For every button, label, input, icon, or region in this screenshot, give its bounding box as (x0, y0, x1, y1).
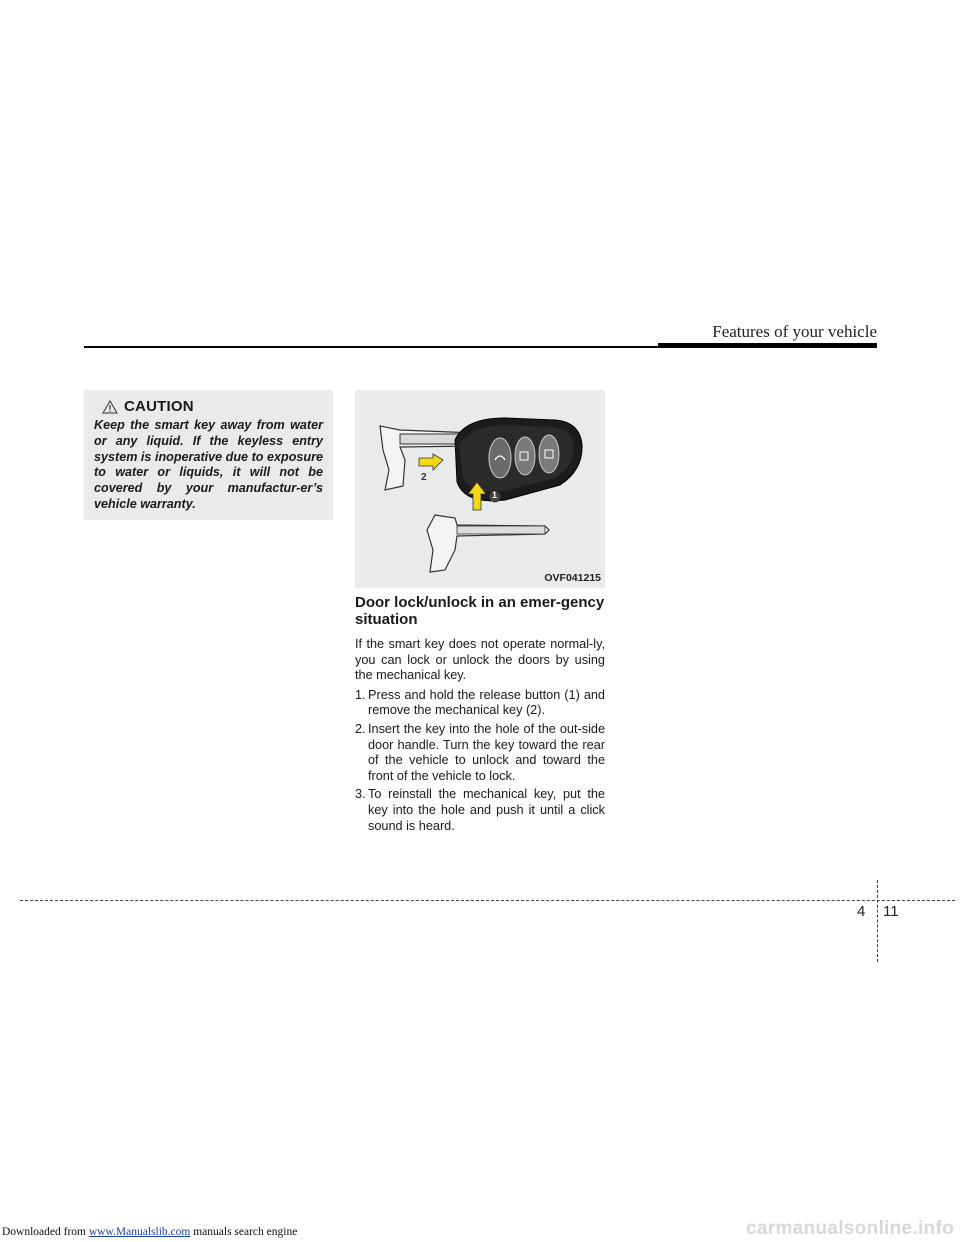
caution-text: Keep the smart key away from water or any liquid. If the keyless entry system is inoperative due to exposure to water or liquids, it will not be covered by your manufactur-er’s vehicle warranty. (94, 418, 323, 511)
caution-title: CAUTION (124, 398, 194, 415)
steps-list (355, 688, 605, 834)
figure-label-2: 2 (421, 472, 427, 483)
download-suffix: manuals search engine (190, 1226, 298, 1238)
section-title: Features of your vehicle (712, 322, 877, 341)
warning-triangle-icon (102, 400, 118, 414)
watermark: carmanualsonline.info (746, 1218, 954, 1239)
page-number: 11 (883, 903, 899, 920)
footer-rule (20, 900, 955, 901)
chapter-number: 4 (857, 903, 866, 920)
arrow-2 (419, 454, 443, 470)
caution-header (102, 398, 323, 415)
step-text: Insert the key into the hole of the out-side door handle. Turn the key toward the rear of the vehicle to unlock and toward the front of the vehicle to lock. (368, 721, 605, 783)
download-notice (2, 1226, 297, 1238)
manualslib-link[interactable]: www.Manualslib.com (88, 1226, 191, 1238)
figure-code: OVF041215 (544, 572, 601, 584)
section-intro: If the smart key does not operate normal-ly, you can lock or unlock the doors by using the mechanical key. (355, 637, 605, 683)
step-number: 3. (355, 787, 366, 802)
smart-key-figure (355, 390, 605, 588)
emergency-section (355, 594, 605, 837)
step-item (355, 722, 605, 784)
step-text: Press and hold the release button (1) and remove the mechanical key (2). (368, 687, 605, 718)
smart-key-illustration (355, 390, 605, 588)
caution-box (84, 390, 333, 520)
step-item (355, 688, 605, 719)
step-number: 2. (355, 721, 366, 736)
step-text: To reinstall the mechanical key, put the key into the hole and push it until a click sound is heard. (368, 787, 605, 833)
figure-label-1: 1 (492, 490, 498, 500)
footer-divider (877, 880, 878, 962)
download-prefix: Downloaded from (2, 1226, 89, 1238)
header-rule-accent (658, 343, 877, 348)
step-item (355, 787, 605, 834)
section-heading: Door lock/unlock in an emer-gency situation (355, 594, 605, 628)
mechanical-key-bottom (427, 515, 549, 572)
step-number: 1. (355, 687, 366, 702)
